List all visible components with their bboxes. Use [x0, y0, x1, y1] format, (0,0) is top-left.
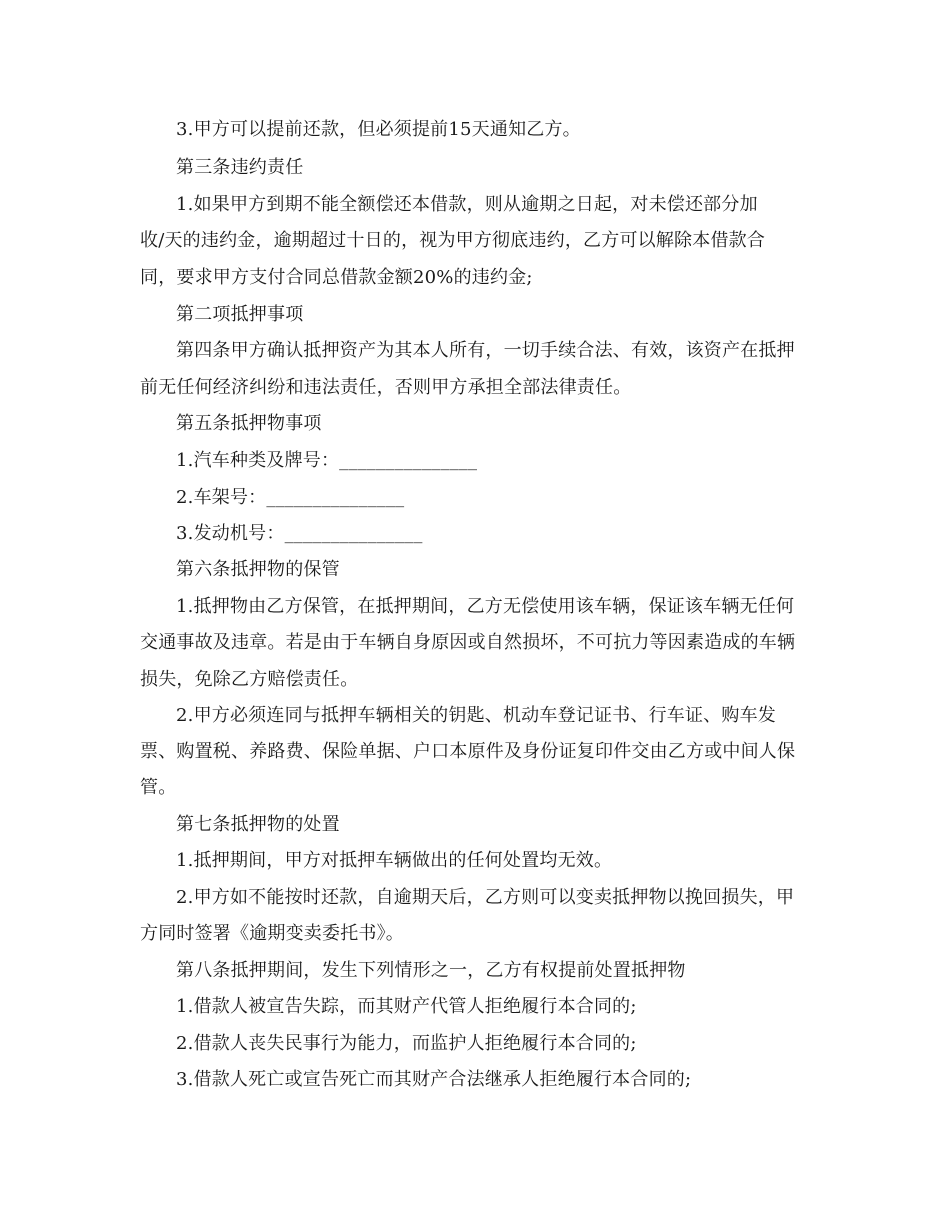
form-field-vehicle-type: 1.汽车种类及牌号：_______________: [176, 450, 478, 471]
clause-line: 管。: [140, 777, 177, 798]
clause-line: 3.借款人死亡或宣告死亡而其财产合法继承人拒绝履行本合同的;: [176, 1069, 692, 1090]
form-field-frame-number: 2.车架号：_______________: [176, 487, 405, 508]
clause-line: 前无任何经济纠纷和违法责任，否则甲方承担全部法律责任。: [140, 377, 632, 398]
form-field-engine-number: 3.发动机号：_______________: [176, 523, 423, 544]
clause-line: 交通事故及违章。若是由于车辆自身原因或自然损坏，不可抗力等因素造成的车辆: [140, 632, 796, 653]
clause-line: 票、购置税、养路费、保险单据、户口本原件及身份证复印件交由乙方或中间人保: [140, 741, 796, 762]
clause-line: 1.借款人被宣告失踪，而其财产代管人拒绝履行本合同的;: [176, 996, 637, 1017]
clause-line: 同，要求甲方支付合同总借款金额20%的违约金;: [140, 267, 533, 288]
clause-line: 2.甲方如不能按时还款，自逾期天后，乙方则可以变卖抵押物以挽回损失，甲: [176, 887, 795, 908]
section-heading: 第五条抵押物事项: [176, 413, 322, 434]
clause-line: 收/天的违约金，逾期超过十日的，视为甲方彻底违约，乙方可以解除本借款合: [140, 230, 766, 251]
section-heading: 第六条抵押物的保管: [176, 559, 340, 580]
clause-line: 第四条甲方确认抵押资产为其本人所有，一切手续合法、有效，该资产在抵押: [176, 340, 795, 361]
section-heading: 第三条违约责任: [176, 157, 304, 178]
section-heading: 第七条抵押物的处置: [176, 814, 340, 835]
clause-line: 1.抵押物由乙方保管，在抵押期间，乙方无偿使用该车辆，保证该车辆无任何: [176, 596, 795, 617]
section-heading: 第八条抵押期间，发生下列情形之一，乙方有权提前处置抵押物: [176, 960, 686, 981]
section-heading: 第二项抵押事项: [176, 304, 304, 325]
clause-line: 2.甲方必须连同与抵押车辆相关的钥匙、机动车登记证书、行车证、购车发: [176, 705, 776, 726]
clause-line: 1.抵押期间，甲方对抵押车辆做出的任何处置均无效。: [176, 850, 613, 871]
clause-line: 1.如果甲方到期不能全额偿还本借款，则从逾期之日起，对未偿还部分加: [176, 194, 758, 215]
clause-line: 方同时签署《逾期变卖委托书》。: [140, 923, 404, 944]
clause-line: 2.借款人丧失民事行为能力，而监护人拒绝履行本合同的;: [176, 1033, 637, 1054]
clause-line: 3.甲方可以提前还款，但必须提前15天通知乙方。: [176, 119, 581, 140]
clause-line: 损失，免除乙方赔偿责任。: [140, 669, 359, 690]
